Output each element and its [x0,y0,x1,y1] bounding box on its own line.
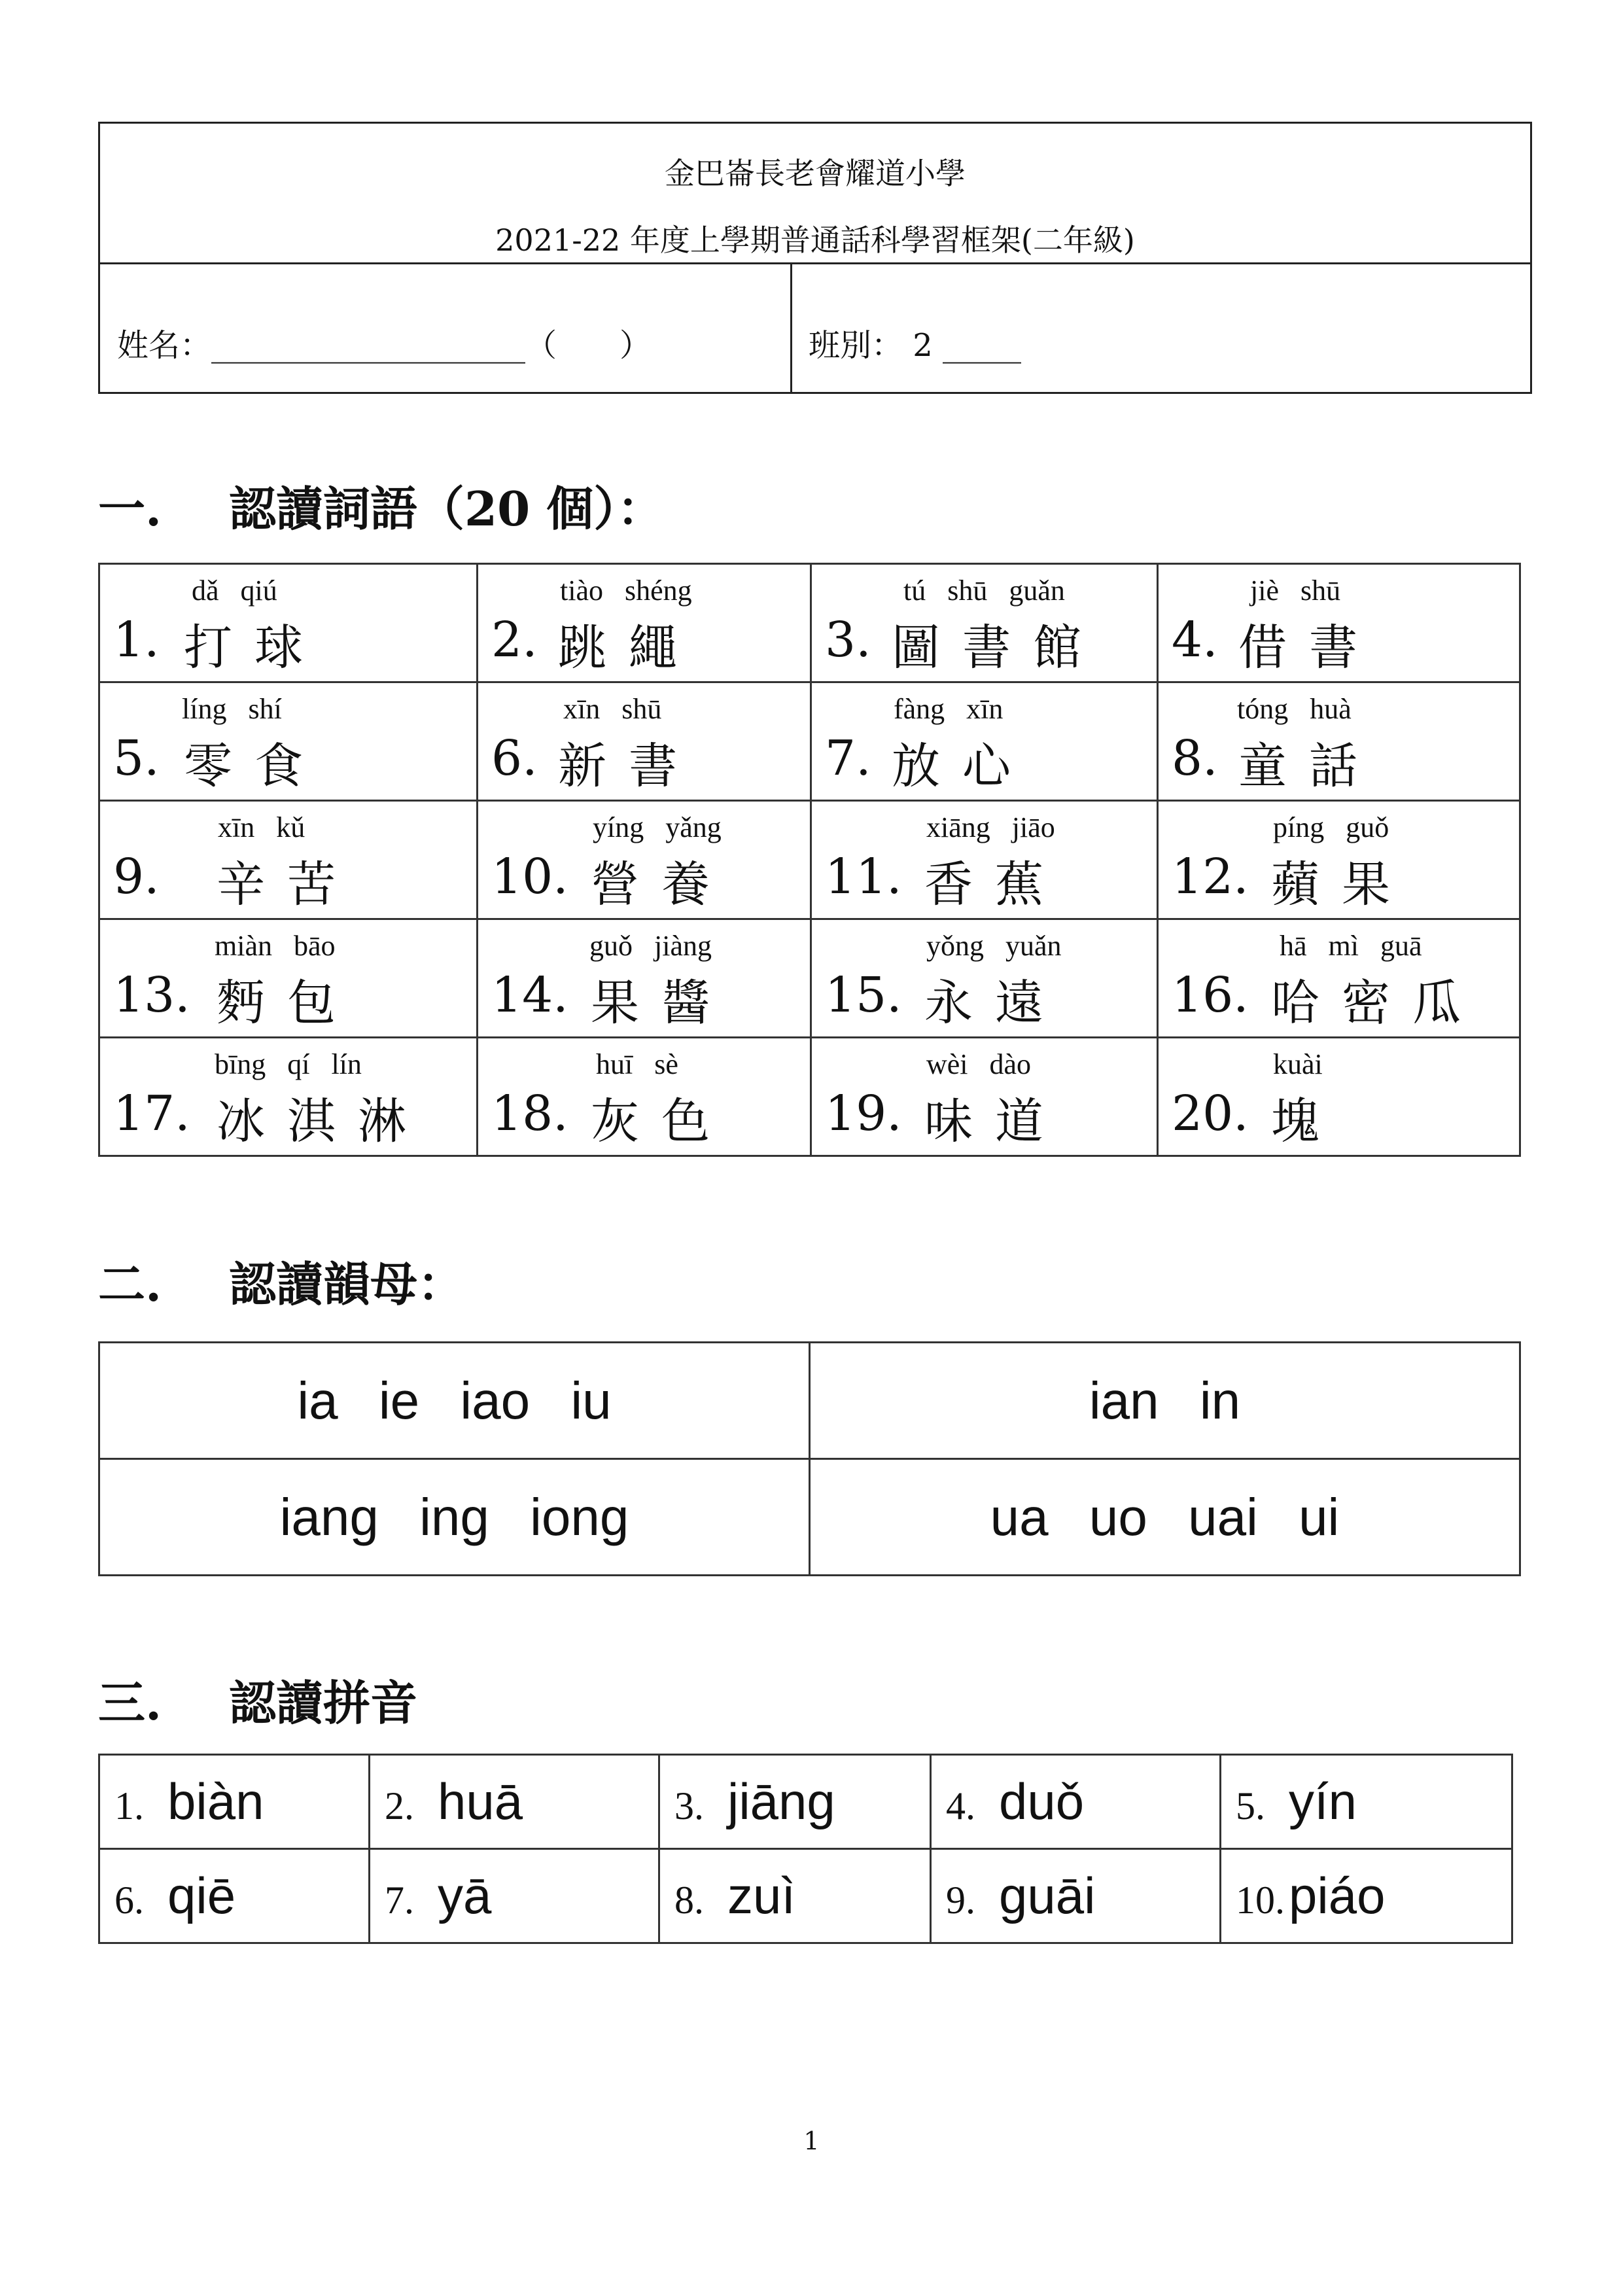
vocab-number: 2. [491,612,538,668]
vocab-pinyin: tú shū guǎn [903,574,1065,607]
vocab-pinyin: yíng yǎng [593,811,722,843]
finals-row [99,1459,1520,1576]
pinyin-cell [1221,1849,1512,1943]
vocab-word: 哈密瓜 [1271,975,1483,1031]
vocab-cell [1159,565,1519,681]
pinyin-number: 5. [1236,1784,1265,1828]
finals-cell: ua uo uai ui [810,1459,1520,1576]
vocab-pinyin: tiào shéng [560,574,692,607]
vocab-cell [812,683,1157,800]
vocab-word: 麪包 [217,975,358,1031]
finals-table [98,1341,1521,1576]
vocab-pinyin: guǒ jiàng [589,930,712,962]
vocab-number: 12. [1172,849,1249,905]
pinyin-number: 9. [946,1879,975,1922]
vocab-cell [100,1038,476,1155]
vocab-number: 16. [1172,967,1249,1023]
vocab-number: 7. [825,730,871,786]
pinyin-number: 6. [114,1879,144,1922]
vocab-cell [478,802,810,918]
section-3-heading [98,1665,417,1733]
vocab-number: 18. [491,1086,568,1142]
section-1-title: 認讀詞語（20 個）： [229,481,665,537]
vocab-cell [1159,1038,1519,1155]
vocab-number: 5. [113,730,160,786]
section-2-title: 認讀韻母： [229,1256,465,1312]
vocab-pinyin: xīn shū [563,693,662,725]
vocab-row [99,682,1520,801]
pinyin-syllable: piáo [1289,1867,1386,1924]
section-3-title: 認讀拼音 [229,1675,418,1731]
vocab-number: 11. [825,849,902,905]
vocab-cell [100,565,476,681]
pinyin-syllable: jiāng [727,1773,835,1830]
pinyin-cell [1221,1755,1512,1849]
pinyin-cell [931,1849,1221,1943]
vocab-cell [812,920,1157,1036]
vocab-pinyin: kuài [1273,1048,1323,1080]
vocab-number: 14. [491,967,568,1023]
vocab-cell [812,1038,1157,1155]
school-name: 金巴崙長老會耀道小學 [665,156,966,191]
pinyin-cell [99,1849,370,1943]
pinyin-row [99,1849,1512,1943]
vocab-word: 冰淇淋 [217,1093,428,1150]
pinyin-number: 7. [385,1879,414,1922]
vocab-number: 1. [113,612,160,668]
vocab-word: 營養 [591,857,732,913]
pinyin-syllable: yín [1289,1773,1357,1830]
vocab-cell [100,683,476,800]
vocab-row [99,919,1520,1038]
vocab-number: 8. [1172,730,1218,786]
vocab-cell [812,565,1157,681]
vocab-pinyin: xiāng jiāo [926,811,1055,843]
vocab-number: 4. [1172,612,1218,668]
section-2-heading [98,1246,464,1315]
vocab-word: 永遠 [924,975,1066,1031]
pinyin-number: 2. [385,1784,414,1828]
vocab-pinyin: miàn bāo [215,930,336,962]
vocab-word: 童話 [1238,738,1380,794]
vocab-cell [1159,920,1519,1036]
vocab-word: 蘋果 [1271,857,1412,913]
vocab-pinyin: dǎ qiú [192,574,277,607]
vocab-word: 放心 [892,738,1033,794]
vocab-cell [100,802,476,918]
vocab-number: 3. [825,612,871,668]
pinyin-cell [659,1849,931,1943]
vocab-pinyin: píng guǒ [1273,811,1389,843]
vocab-word: 塊 [1271,1093,1342,1150]
pinyin-syllable: yā [438,1867,492,1924]
pinyin-syllable: zuì [727,1867,796,1924]
vocab-pinyin: bīng qí lín [215,1048,362,1080]
vocab-word: 跳繩 [558,620,699,676]
finals-cell: ia ie iao iu [99,1343,810,1459]
pinyin-syllable: guāi [999,1867,1096,1924]
pinyin-syllable: qiē [167,1867,236,1924]
vocab-pinyin: wèi dào [926,1048,1032,1080]
pinyin-number: 10. [1236,1879,1285,1922]
vocab-pinyin: yǒng yuǎn [926,930,1062,962]
vocab-cell [478,1038,810,1155]
vocab-pinyin: hā mì guā [1280,930,1422,962]
vocab-number: 15. [825,967,902,1023]
header-column-divider [790,262,792,393]
document-subtitle: 2021-22 年度上學期普通話科學習框架(二年級) [495,222,1135,258]
finals-cell: iang ing iong [99,1459,810,1576]
vocab-cell [478,565,810,681]
vocab-number: 17. [113,1086,190,1142]
pinyin-cell [659,1755,931,1849]
pinyin-row [99,1755,1512,1849]
vocab-pinyin: fàng xīn [894,693,1003,725]
vocab-number: 13. [113,967,190,1023]
page-number: 1 [803,2127,820,2155]
vocab-cell [478,920,810,1036]
vocab-word: 香蕉 [924,857,1066,913]
vocab-number: 6. [491,730,538,786]
vocab-table [98,563,1521,1157]
vocab-word: 打球 [184,620,325,676]
pinyin-cell [370,1849,659,1943]
vocab-pinyin: jiè shū [1250,574,1341,607]
vocab-number: 19. [825,1086,902,1142]
vocab-cell [1159,683,1519,800]
vocab-pinyin: líng shí [182,693,282,725]
vocab-word: 辛苦 [217,857,358,913]
pinyin-cell [370,1755,659,1849]
pinyin-number: 1. [114,1784,144,1828]
vocab-number: 10. [491,849,568,905]
vocab-word: 借書 [1238,620,1380,676]
vocab-row [99,1038,1520,1156]
pinyin-syllable: biàn [167,1773,264,1830]
section-1-number: 一. [98,481,162,537]
section-2-number: 二. [98,1256,162,1312]
header-box [98,122,1532,394]
pinyin-syllable: duǒ [999,1773,1085,1830]
student-name-field[interactable]: 姓名：____________________（ ） [117,327,652,364]
vocab-word: 零食 [184,738,325,794]
vocab-word: 新書 [558,738,699,794]
vocab-row [99,564,1520,682]
vocab-row [99,801,1520,919]
vocab-word: 味道 [924,1093,1066,1150]
pinyin-number: 4. [946,1784,975,1828]
pinyin-cell [931,1755,1221,1849]
vocab-pinyin: huī sè [596,1048,678,1080]
finals-row [99,1343,1520,1459]
pinyin-syllable: huā [438,1773,523,1830]
vocab-word: 果醬 [591,975,732,1031]
vocab-number: 20. [1172,1086,1249,1142]
header-divider [100,262,1530,264]
class-field[interactable]: 班別： 2 _____ [809,327,1022,364]
vocab-word: 圖書館 [892,620,1104,676]
pinyin-cell [99,1755,370,1849]
vocab-cell [812,802,1157,918]
vocab-cell [478,683,810,800]
section-1-heading [98,471,664,539]
section-3-number: 三. [98,1675,162,1731]
pinyin-number: 8. [674,1879,704,1922]
vocab-number: 9. [113,849,160,905]
vocab-pinyin: tóng huà [1237,693,1352,725]
vocab-pinyin: xīn kǔ [218,811,305,843]
vocab-cell [1159,802,1519,918]
pinyin-number: 3. [674,1784,704,1828]
pinyin-table [98,1754,1513,1944]
vocab-cell [100,920,476,1036]
finals-cell: ian in [810,1343,1520,1459]
vocab-word: 灰色 [591,1093,732,1150]
